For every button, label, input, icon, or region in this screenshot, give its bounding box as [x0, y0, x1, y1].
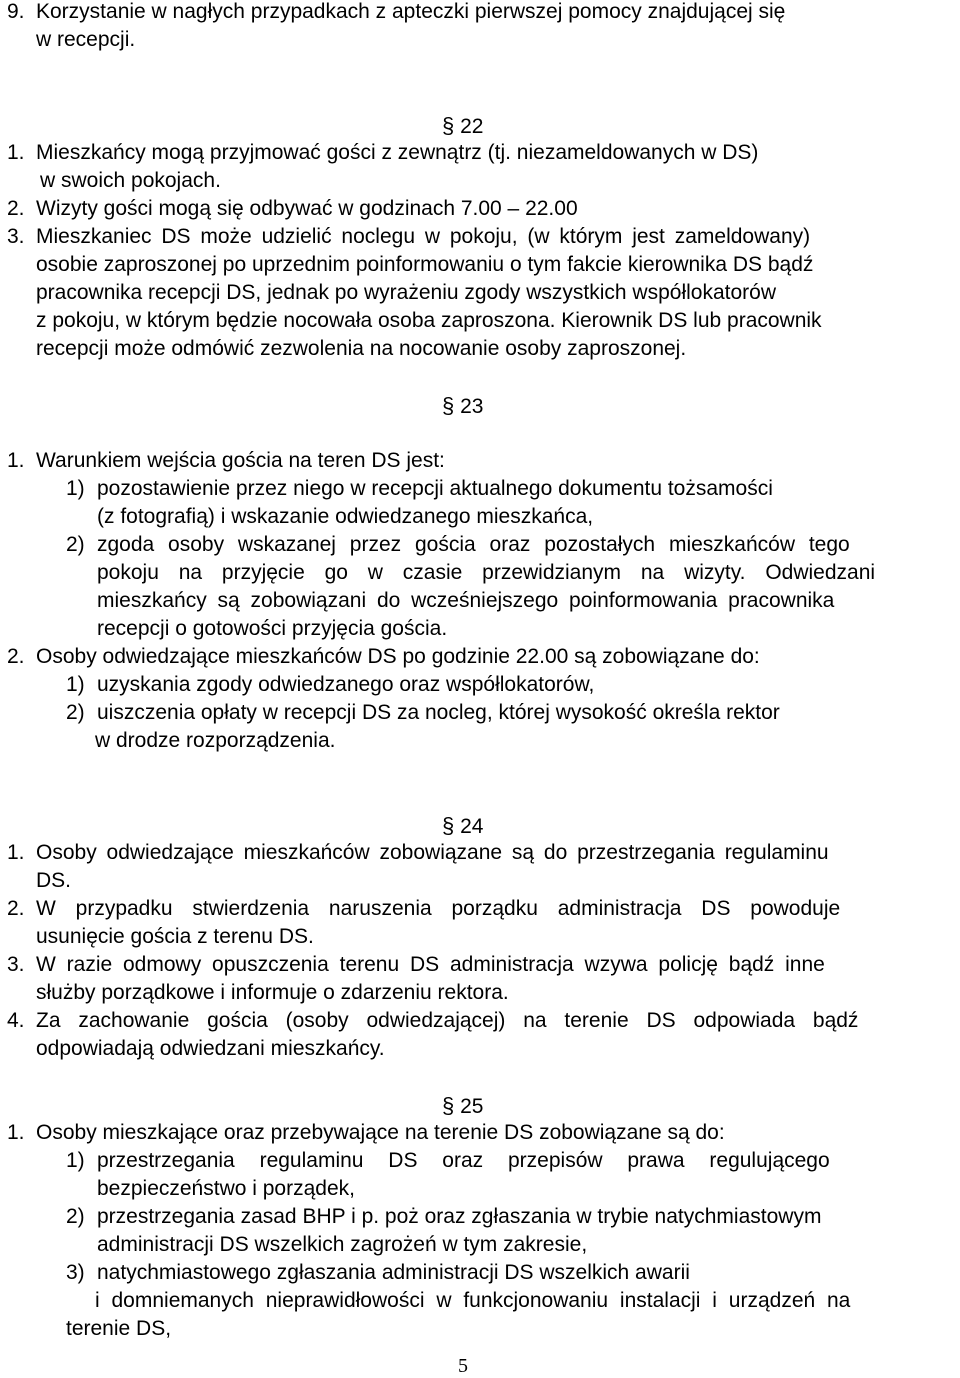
- list-number: 4.: [7, 1009, 25, 1032]
- paragraph-line: służby porządkowe i informuje o zdarzeniu rektora.: [36, 981, 509, 1004]
- list-number: 1.: [7, 449, 25, 472]
- list-number: 3): [66, 1261, 85, 1284]
- paragraph-line: odpowiadają odwiedzani mieszkańcy.: [36, 1037, 385, 1060]
- paragraph-line: z pokoju, w którym będzie nocowała osoba zaproszona. Kierownik DS lub pracownik: [36, 309, 822, 332]
- paragraph-line: W przypadku stwierdzenia naruszenia porządku administracja DS powoduje: [36, 897, 841, 920]
- paragraph-line: Mieszkańcy mogą przyjmować gości z zewnątrz (tj. niezameldowanych w DS): [36, 141, 759, 164]
- paragraph-line: w recepcji.: [36, 28, 136, 51]
- list-number: 2.: [7, 897, 25, 920]
- paragraph-line: Za zachowanie gościa (osoby odwiedzającej) na terenie DS odpowiada bądź: [36, 1009, 859, 1032]
- paragraph-line: w drodze rozporządzenia.: [95, 729, 336, 752]
- paragraph-line: pracownika recepcji DS, jednak po wyrażeniu zgody wszystkich współlokatorów: [36, 281, 776, 304]
- paragraph-line: administracji DS wszelkich zagrożeń w tym zakresie,: [97, 1233, 588, 1256]
- paragraph-line: Warunkiem wejścia gościa na teren DS jest:: [36, 449, 445, 472]
- list-number: 2): [66, 701, 85, 724]
- paragraph-line: Osoby mieszkające oraz przebywające na terenie DS zobowiązane są do:: [36, 1121, 725, 1144]
- paragraph-line: Mieszkaniec DS może udzielić noclegu w pokoju, (w którym jest zameldowany): [36, 225, 811, 248]
- paragraph-line: (z fotografią) i wskazanie odwiedzanego mieszkańca,: [97, 505, 594, 528]
- paragraph-line: W razie odmowy opuszczenia terenu DS administracja wzywa policję bądź inne: [36, 953, 825, 976]
- paragraph-line: DS.: [36, 869, 72, 892]
- paragraph-line: w swoich pokojach.: [40, 169, 221, 192]
- paragraph-line: Osoby odwiedzające mieszkańców zobowiązane są do przestrzegania regulaminu: [36, 841, 829, 864]
- paragraph-line: przestrzegania regulaminu DS oraz przepisów prawa regulującego: [97, 1149, 830, 1172]
- list-number: 2): [66, 533, 85, 556]
- paragraph-line: Wizyty gości mogą się odbywać w godzinach 7.00 – 22.00: [36, 197, 578, 220]
- list-number: 1.: [7, 141, 25, 164]
- list-number: 3.: [7, 225, 25, 248]
- list-number: 2.: [7, 645, 25, 668]
- list-number: 9.: [7, 0, 25, 23]
- list-number: 2.: [7, 197, 25, 220]
- paragraph-line: uiszczenia opłaty w recepcji DS za nocleg, której wysokość określa rektor: [97, 701, 780, 724]
- paragraph-line: osobie zaproszonej po uprzednim poinformowaniu o tym fakcie kierownika DS bądź: [36, 253, 814, 276]
- list-number: 3.: [7, 953, 25, 976]
- page-number: 5: [458, 1355, 468, 1377]
- paragraph-line: mieszkańcy są zobowiązani do wcześniejszego poinformowania pracownika: [97, 589, 835, 612]
- section-heading-23: § 23: [442, 393, 484, 418]
- list-number: 1.: [7, 841, 25, 864]
- list-number: 1.: [7, 1121, 25, 1144]
- list-number: 1): [66, 477, 85, 500]
- paragraph-line: zgoda osoby wskazanej przez gościa oraz pozostałych mieszkańców tego: [97, 533, 850, 556]
- paragraph-line: usunięcie gościa z terenu DS.: [36, 925, 314, 948]
- paragraph-line: bezpieczeństwo i porządek,: [97, 1177, 355, 1200]
- paragraph-line: Korzystanie w nagłych przypadkach z apteczki pierwszej pomocy znajdującej się: [36, 0, 786, 23]
- paragraph-line: recepcji może odmówić zezwolenia na nocowanie osoby zaproszonej.: [36, 337, 687, 360]
- paragraph-line: recepcji o gotowości przyjęcia gościa.: [97, 617, 448, 640]
- paragraph-line: natychmiastowego zgłaszania administracji DS wszelkich awarii: [97, 1261, 690, 1284]
- section-heading-25: § 25: [442, 1093, 484, 1118]
- list-number: 1): [66, 673, 85, 696]
- paragraph-line: pozostawienie przez niego w recepcji aktualnego dokumentu tożsamości: [97, 477, 773, 500]
- paragraph-line: terenie DS,: [66, 1317, 172, 1340]
- paragraph-line: uzyskania zgody odwiedzanego oraz współlokatorów,: [97, 673, 595, 696]
- paragraph-line: i domniemanych nieprawidłowości w funkcjonowaniu instalacji i urządzeń na: [95, 1289, 851, 1312]
- paragraph-line: pokoju na przyjęcie go w czasie przewidzianym na wizyty. Odwiedzani: [97, 561, 876, 584]
- paragraph-line: przestrzegania zasad BHP i p. poż oraz zgłaszania w trybie natychmiastowym: [97, 1205, 822, 1228]
- list-number: 2): [66, 1205, 85, 1228]
- paragraph-line: Osoby odwiedzające mieszkańców DS po godzinie 22.00 są zobowiązane do:: [36, 645, 760, 668]
- list-number: 1): [66, 1149, 85, 1172]
- section-heading-22: § 22: [442, 113, 484, 138]
- section-heading-24: § 24: [442, 813, 484, 838]
